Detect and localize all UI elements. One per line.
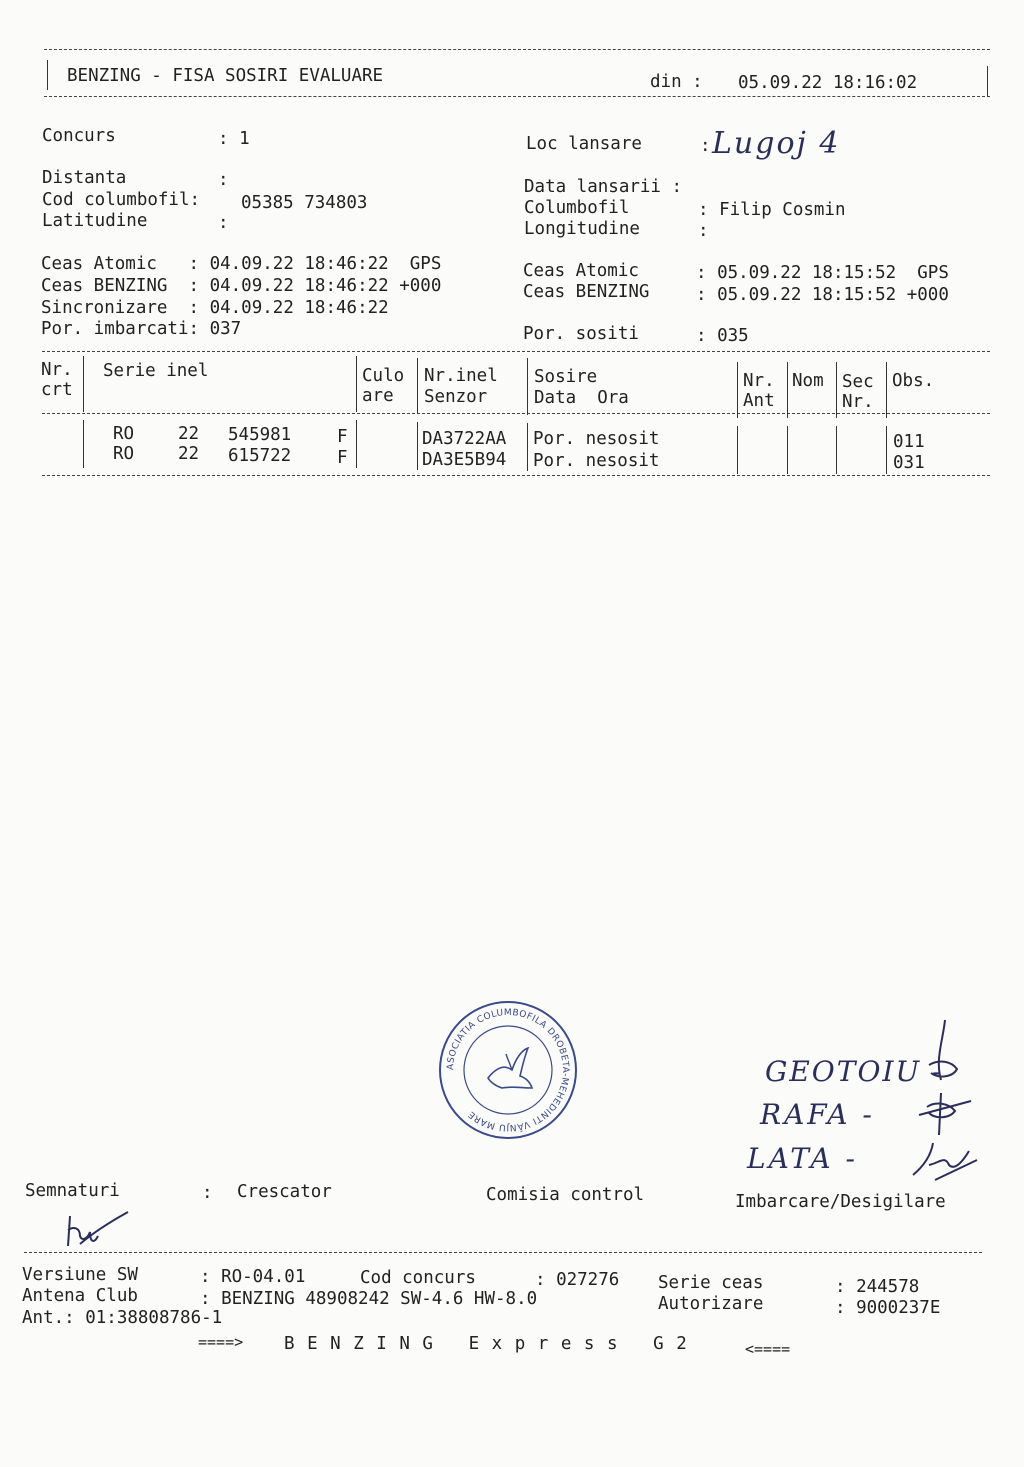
clock-left-atomic: Ceas Atomic : 04.09.22 18:46:22 GPS: [41, 254, 442, 274]
latitudine-value: :: [218, 213, 229, 233]
table-sep: [886, 426, 887, 474]
pigeons-arrived-label: Por. sositi: [523, 324, 639, 344]
table-sep: [356, 420, 357, 468]
cod-concurs-label: Cod concurs: [360, 1268, 476, 1288]
row-sosire: Por. nesosit: [533, 451, 660, 471]
table-sep: [737, 362, 738, 418]
cod-columbofil-label: Cod columbofil:: [42, 190, 201, 210]
table-sep: [83, 420, 84, 468]
loc-lansare-label: Loc lansare: [526, 134, 642, 154]
commission-name-1: GEOTOIU -: [765, 1055, 944, 1088]
row-year: 22: [178, 444, 200, 464]
col-nr-crt-1: Nr.: [41, 360, 73, 380]
col-sec-2: Nr.: [842, 392, 874, 412]
versiune-value: : RO-04.01: [200, 1267, 306, 1287]
clock-left-benzing: Ceas BENZING : 04.09.22 18:46:22 +000: [41, 276, 442, 296]
table-line-header: [42, 413, 990, 414]
table-sep: [787, 362, 788, 418]
row-obs: 011: [893, 432, 925, 452]
row-country: RO: [113, 424, 135, 444]
col-nr-inel-2: Senzor: [424, 387, 488, 407]
clock-right-atomic-value: : 05.09.22 18:15:52 GPS: [696, 263, 949, 283]
concurs-label: Concurs: [42, 126, 116, 146]
table-sep: [83, 356, 84, 412]
col-obs: Obs.: [892, 371, 935, 391]
latitudine-label: Latitudine: [42, 211, 148, 231]
svg-text:ASOCIATIA COLUMBOFILA DROBETA-: ASOCIATIA COLUMBOFILA DROBETA-MEHEDINTI VÂNJU MARE: [445, 1007, 571, 1133]
pigeons-embarked: Por. imbarcati: 037: [41, 319, 242, 339]
header-border-bottom: [44, 96, 990, 97]
serie-ceas-label: Serie ceas: [658, 1273, 764, 1293]
din-value: 05.09.22 18:16:02: [738, 73, 918, 93]
table-sep: [886, 362, 887, 418]
col-culoare-1: Culo: [362, 366, 405, 386]
columbofil-label: Columbofil: [524, 198, 630, 218]
table-line-bottom: [42, 475, 990, 476]
row-sosire: Por. nesosit: [533, 429, 660, 449]
table-sep: [527, 358, 528, 415]
table-sep: [737, 426, 738, 474]
col-sosire-1: Sosire: [534, 367, 598, 387]
row-sensor: DA3E5B94: [422, 450, 507, 470]
row-ring: 545981: [228, 425, 292, 445]
din-label: din :: [650, 72, 703, 92]
comisia-control-label: Comisia control: [486, 1185, 645, 1205]
versiune-label: Versiune SW: [22, 1265, 138, 1285]
longitudine-value: :: [698, 221, 709, 241]
columbofil-value: : Filip Cosmin: [698, 200, 846, 220]
pigeons-arrived-value: : 035: [696, 326, 749, 346]
table-sep: [356, 356, 357, 412]
row-country: RO: [113, 444, 135, 464]
serie-ceas-value: : 244578: [835, 1277, 920, 1297]
table-line-top: [42, 351, 990, 352]
document-title: BENZING - FISA SOSIRI EVALUARE: [67, 66, 384, 86]
banner-text: B E N Z I N G E x p r e s s G 2: [284, 1334, 688, 1354]
clock-left-sync: Sincronizare : 04.09.22 18:46:22: [41, 298, 389, 318]
table-sep: [836, 362, 837, 418]
row-obs: 031: [893, 453, 925, 473]
table-sep: [836, 426, 837, 474]
distanta-label: Distanta: [42, 168, 127, 188]
commission-signatures: [905, 1015, 985, 1185]
ant-line: Ant.: 01:38808786-1: [22, 1308, 223, 1328]
semnaturi-colon: :: [202, 1183, 213, 1203]
row-year: 22: [178, 424, 200, 444]
antena-value: : BENZING 48908242 SW-4.6 HW-8.0: [200, 1289, 538, 1309]
longitudine-label: Longitudine: [524, 219, 640, 239]
col-nom: Nom: [792, 371, 824, 391]
table-sep: [787, 426, 788, 474]
distanta-value: :: [218, 170, 229, 190]
table-sep: [417, 358, 418, 414]
footer-line: [24, 1252, 982, 1253]
semnaturi-label: Semnaturi: [25, 1181, 120, 1201]
loc-lansare-colon: :: [700, 136, 711, 156]
clock-right-benzing-value: : 05.09.22 18:15:52 +000: [696, 285, 949, 305]
banner-left-arrow: ====>: [198, 1333, 244, 1351]
col-nr-ant-1: Nr.: [743, 371, 775, 391]
row-sensor: DA3722AA: [422, 429, 507, 449]
header-border-top: [44, 49, 990, 50]
header-border-right: [987, 66, 988, 96]
row-sex: F: [337, 427, 348, 447]
header-border-left: [47, 60, 48, 90]
col-nr-crt-2: crt: [41, 380, 73, 400]
data-lansarii-label: Data lansarii :: [524, 177, 683, 197]
col-culoare-2: are: [362, 386, 394, 406]
commission-name-3: LATA -: [747, 1142, 859, 1175]
commission-name-2: RAFA -: [760, 1098, 875, 1131]
cod-concurs-value: : 027276: [535, 1270, 620, 1290]
banner-right-arrow: <====: [745, 1340, 791, 1358]
table-sep: [527, 423, 528, 471]
breeder-signature: [60, 1208, 135, 1253]
clock-right-benzing-label: Ceas BENZING: [523, 282, 650, 302]
row-ring: 615722: [228, 446, 292, 466]
imbarcare-label: Imbarcare/Desigilare: [735, 1192, 946, 1212]
autorizare-label: Autorizare: [658, 1294, 764, 1314]
concurs-value: : 1: [218, 129, 250, 149]
col-serie-inel: Serie inel: [103, 361, 209, 381]
loc-lansare-handwritten: Lugoj 4: [712, 126, 841, 161]
autorizare-value: : 9000237E: [835, 1298, 941, 1318]
col-nr-inel-1: Nr.inel: [424, 366, 498, 386]
club-stamp: [436, 998, 580, 1142]
crescator-label: Crescator: [237, 1182, 332, 1202]
col-sec-1: Sec: [842, 372, 874, 392]
col-nr-ant-2: Ant: [743, 391, 775, 411]
antena-label: Antena Club: [22, 1286, 138, 1306]
col-sosire-2: Data Ora: [534, 388, 629, 408]
cod-columbofil-value: 05385 734803: [241, 193, 368, 213]
table-sep: [417, 422, 418, 470]
clock-right-atomic-label: Ceas Atomic: [523, 261, 639, 281]
row-sex: F: [337, 448, 348, 468]
